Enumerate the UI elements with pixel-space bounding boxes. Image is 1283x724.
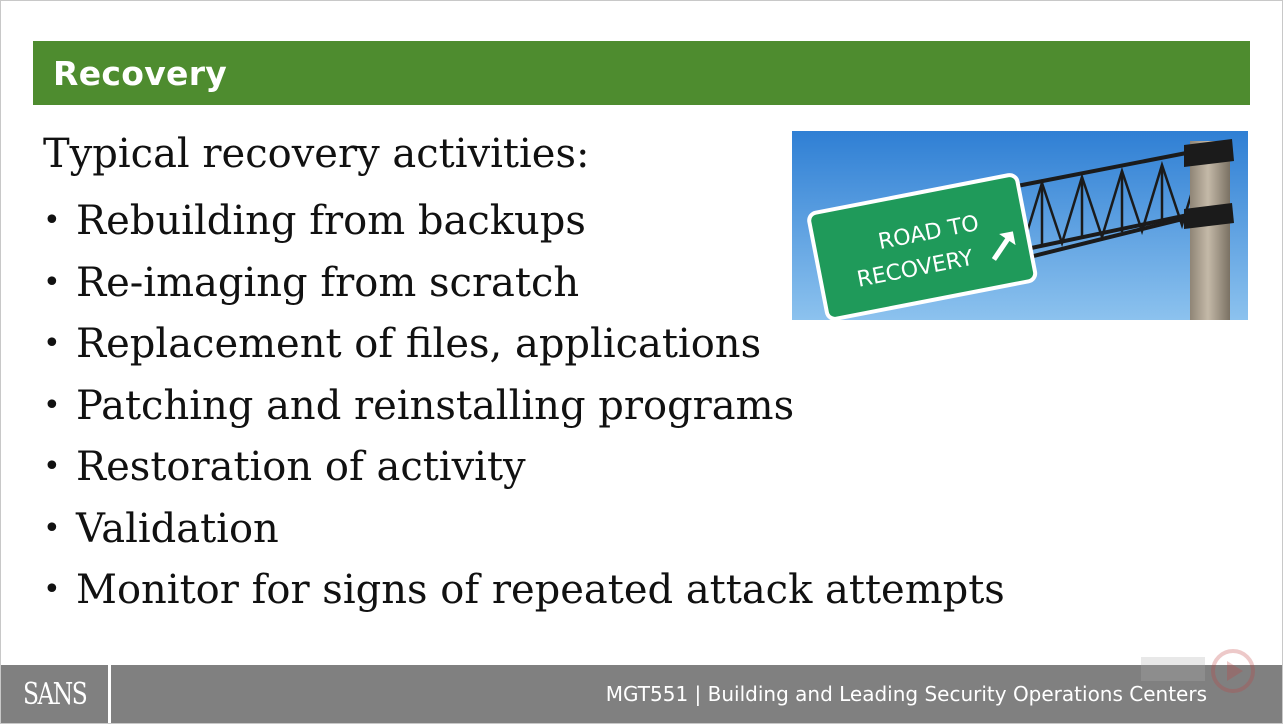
- footer-bar: [1, 665, 1282, 723]
- sans-play-watermark-icon: [1137, 647, 1261, 697]
- sans-logo: SANS: [23, 677, 87, 712]
- bullet-text: Re-imaging from scratch: [76, 259, 580, 306]
- bullet-text: Restoration of activity: [76, 444, 526, 490]
- sign-line-1: ROAD TO: [876, 210, 982, 255]
- bullet-text: Rebuilding from backups: [76, 198, 586, 244]
- footer-divider: [108, 665, 111, 723]
- intro-text: Typical recovery activities:: [43, 131, 590, 177]
- bullet-icon: •: [43, 326, 61, 361]
- bullet-icon: •: [43, 572, 61, 607]
- title-bar: [33, 41, 1250, 105]
- bullet-text: Replacement of files, applications: [76, 321, 762, 367]
- bullet-text: Validation: [76, 505, 279, 552]
- road-to-recovery-image: [792, 131, 1248, 320]
- bullet-text: Patching and reinstalling programs: [76, 382, 795, 429]
- bullet-icon: •: [43, 449, 61, 484]
- bullet-icon: •: [43, 510, 61, 546]
- bullet-text: Monitor for signs of repeated attack attempts: [76, 567, 1005, 613]
- bullet-icon: •: [43, 203, 61, 238]
- sign-line-2: RECOVERY: [855, 245, 976, 293]
- bullet-icon: •: [43, 387, 61, 423]
- bullet-icon: •: [43, 264, 61, 300]
- course-title: MGT551 | Building and Leading Security Operations Centers: [605, 682, 1207, 706]
- slide-title: Recovery: [53, 54, 228, 93]
